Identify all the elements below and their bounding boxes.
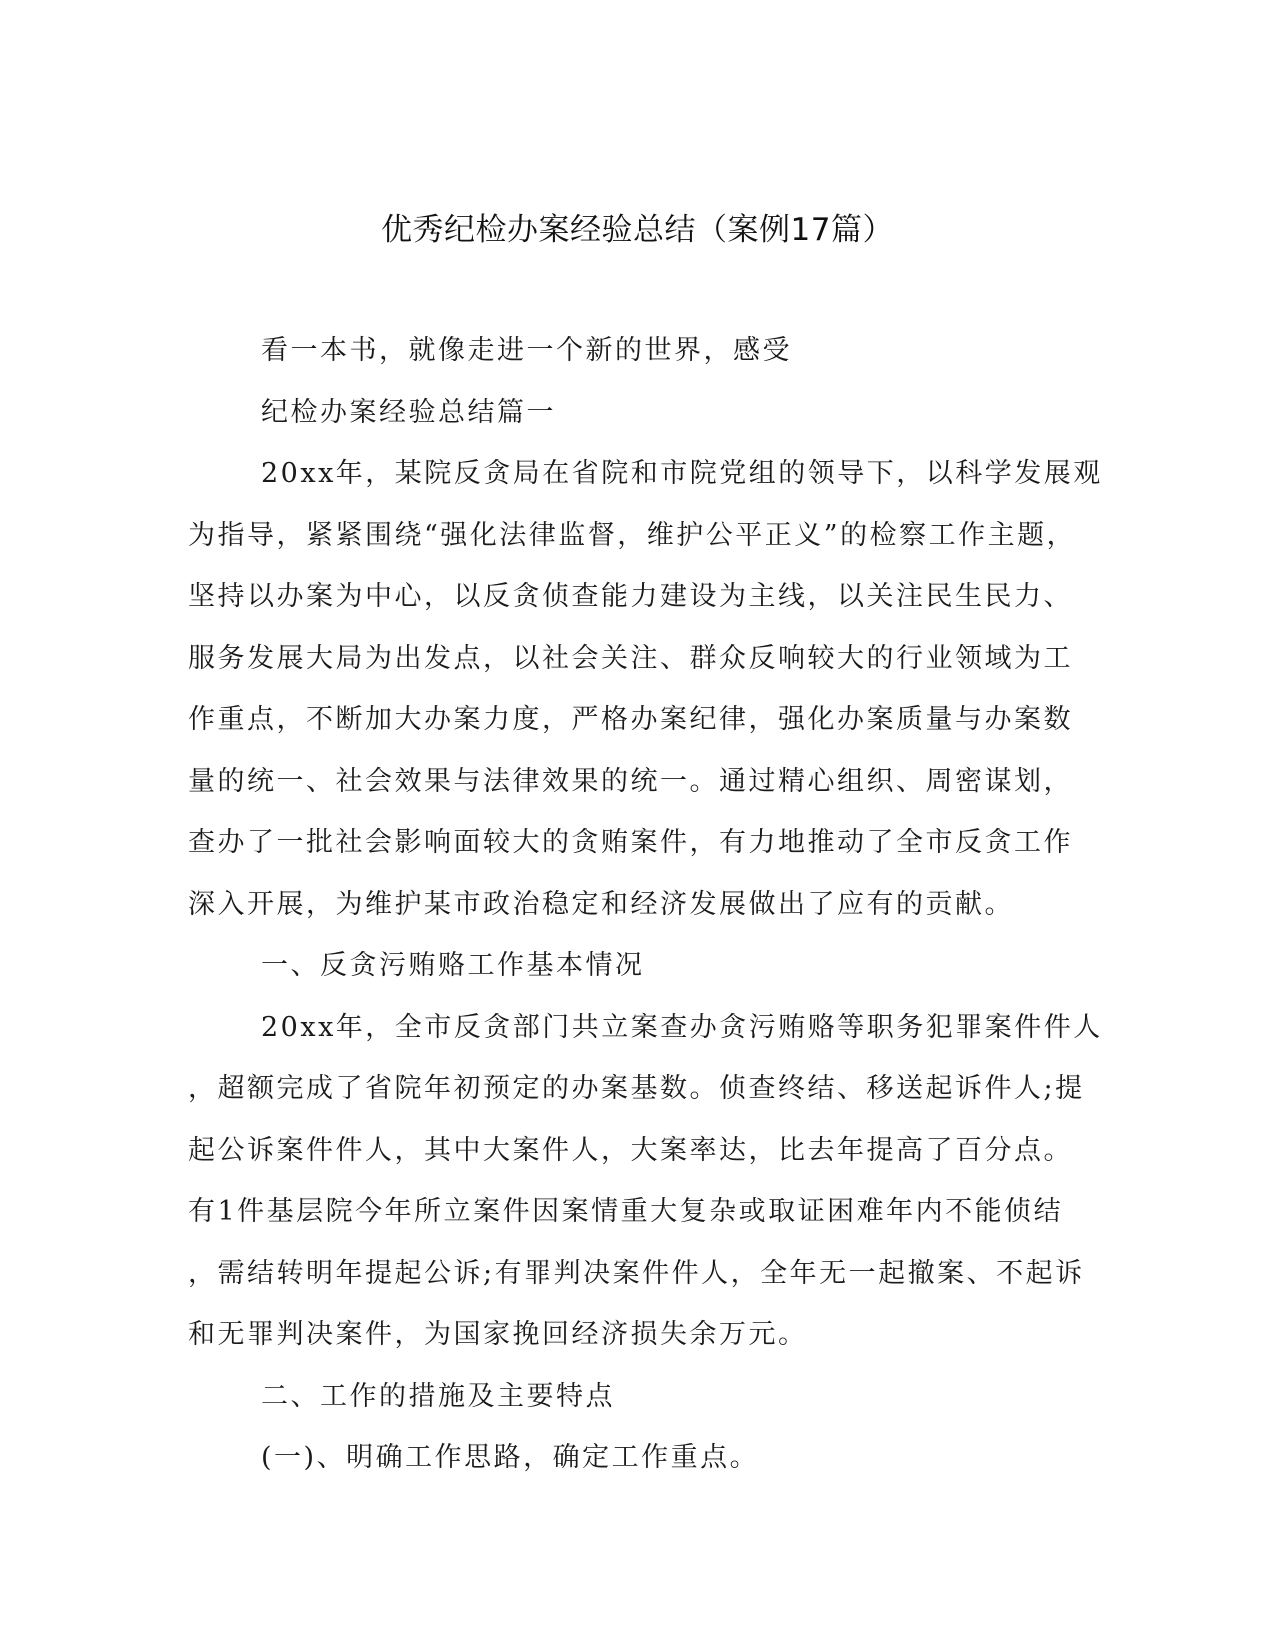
section-heading: 一、反贪污贿赂工作基本情况 (261, 950, 645, 981)
section-heading: 纪检办案经验总结篇一 (261, 396, 556, 428)
paragraph-line: 20xx年，某院反贪局在省院和市院党组的领导下，以科学发展观 (261, 458, 1103, 489)
paragraph-line: 量的统一、社会效果与法律效果的统一。通过精心组织、周密谋划， (188, 765, 1073, 797)
paragraph-line: 查办了一批社会影响面较大的贪贿案件，有力地推动了全市反贪工作 (188, 827, 1073, 858)
paragraph-line: 坚持以办案为中心，以反贪侦查能力建设为主线，以关注民生民力、 (188, 581, 1073, 612)
paragraph-line: 和无罪判决案件，为国家挽回经济损失余万元。 (188, 1319, 808, 1350)
paragraph-line: 为指导，紧紧围绕“强化法律监督，维护公平正义”的检察工作主题， (188, 519, 1077, 551)
paragraph-line: 深入开展，为维护某市政治稳定和经济发展做出了应有的贡献。 (188, 888, 1014, 920)
paragraph-line: 起公诉案件件人，其中大案件人，大案率达，比去年提高了百分点。 (188, 1134, 1073, 1166)
document-title: 优秀纪检办案经验总结（案例17篇） (381, 212, 894, 248)
paragraph-line: 服务发展大局为出发点，以社会关注、群众反响较大的行业领域为工 (188, 642, 1073, 674)
paragraph-line: 作重点，不断加大办案力度，严格办案纪律，强化办案质量与办案数 (188, 704, 1073, 735)
paragraph-line: ，超额完成了省院年初预定的办案基数。侦查终结、移送起诉件人;提 (188, 1073, 1085, 1104)
subsection-heading: (一)、明确工作思路，确定工作重点。 (261, 1442, 760, 1473)
paragraph-line: ，需结转明年提起公诉;有罪判决案件件人，全年无一起撤案、不起诉 (188, 1257, 1085, 1289)
paragraph-line: 看一本书，就像走进一个新的世界，感受 (261, 335, 792, 366)
section-heading: 二、工作的措施及主要特点 (261, 1380, 615, 1412)
document-body (188, 328, 1103, 1497)
paragraph-line: 20xx年，全市反贪部门共立案查办贪污贿赂等职务犯罪案件件人 (261, 1011, 1103, 1043)
paragraph-line: 有1件基层院今年所立案件因案情重大复杂或取证困难年内不能侦结 (188, 1196, 1064, 1227)
